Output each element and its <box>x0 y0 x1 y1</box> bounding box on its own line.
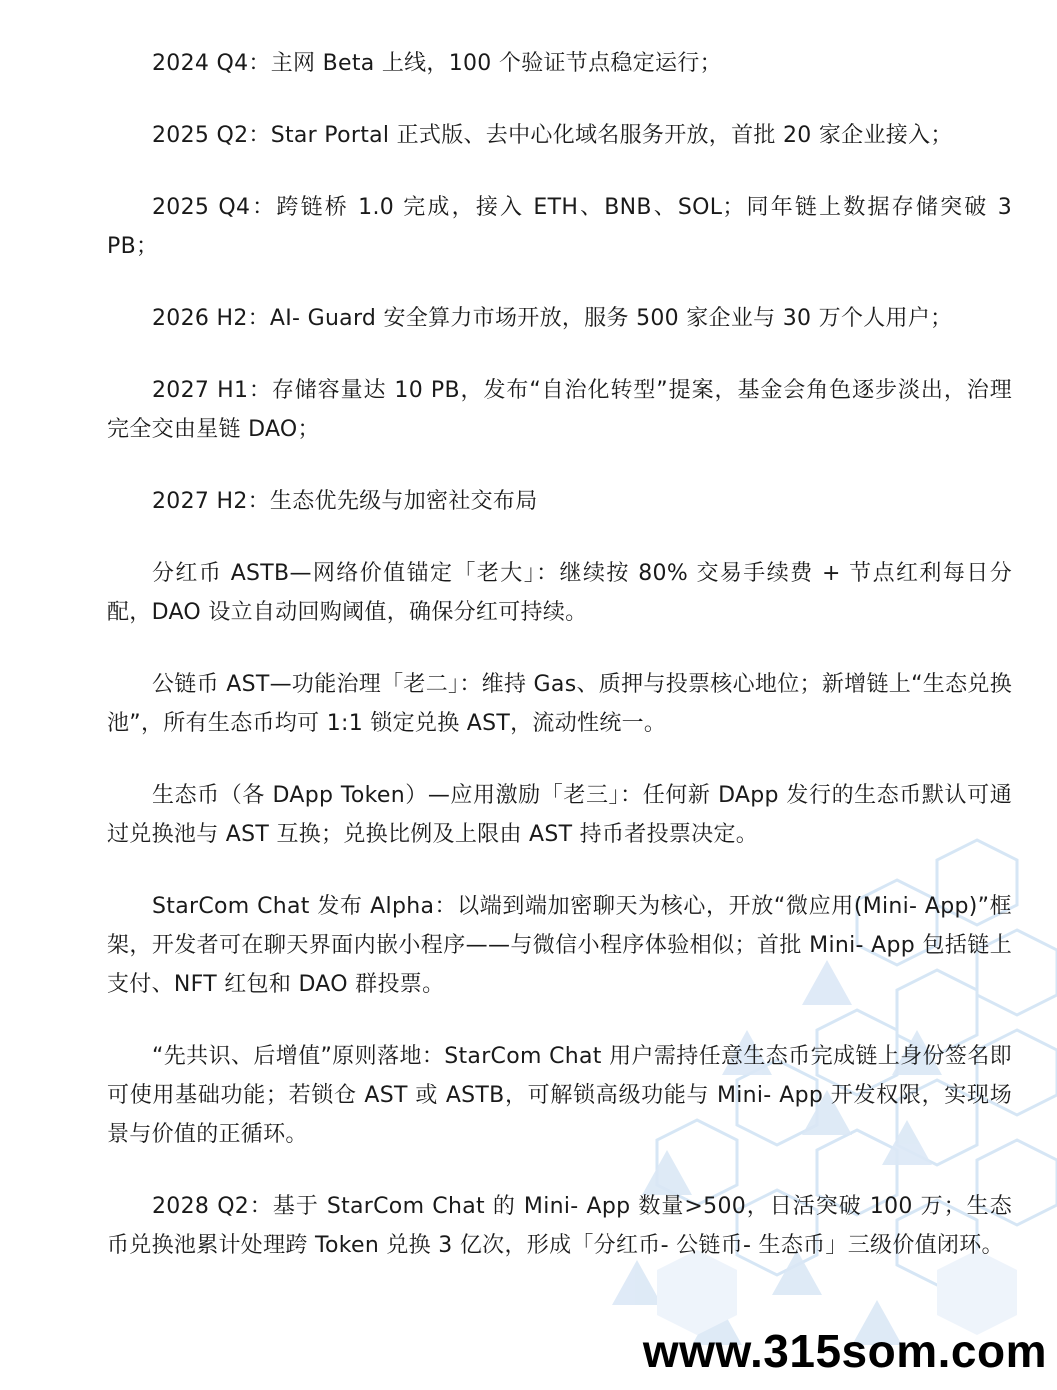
site-watermark: www.315som.com <box>642 1325 1047 1377</box>
paragraph-starcom-chat-alpha: StarCom Chat 发布 Alpha：以端到端加密聊天为核心，开放“微应用(Mini- App)”框架，开发者可在聊天界面内嵌小程序——与微信小程序体验相似；首批 Mini- App 包括链上支付、NFT 红包和 DAO 群投票。 <box>107 894 1012 997</box>
paragraph-2025-q2: 2025 Q2：Star Portal 正式版、去中心化域名服务开放，首批 20 家企业接入； <box>152 123 953 148</box>
document-body <box>107 44 1012 1265</box>
paragraph-2028-q2: 2028 Q2：基于 StarCom Chat 的 Mini- App 数量>500，日活突破 100 万；生态币兑换池累计处理跨 Token 兑换 3 亿次，形成「分红币- 公链币- 生态币」三级价值闭环。 <box>107 1194 1012 1258</box>
paragraph-2024-q4: 2024 Q4：主网 Beta 上线，100 个验证节点稳定运行； <box>152 51 722 76</box>
paragraph-2025-q4: 2025 Q4：跨链桥 1.0 完成，接入 ETH、BNB、SOL；同年链上数据存储突破 3 PB； <box>107 195 1012 259</box>
paragraph-2027-h1: 2027 H1：存储容量达 10 PB，发布“自治化转型”提案，基金会角色逐步淡出，治理完全交由星链 DAO； <box>107 378 1012 442</box>
paragraph-ecosystem-token: 生态币（各 DApp Token）—应用激励「老三」：任何新 DApp 发行的生态币默认可通过兑换池与 AST 互换；兑换比例及上限由 AST 持币者投票决定。 <box>107 783 1012 847</box>
paragraph-consensus-principle: “先共识、后增值”原则落地：StarCom Chat 用户需持任意生态币完成链上身份签名即可使用基础功能；若锁仓 AST 或 ASTB，可解锁高级功能与 Mini- App 开发权限，实现场景与价值的正循环。 <box>107 1044 1012 1147</box>
paragraph-dividend-token: 分红币 ASTB—网络价值锚定「老大」：继续按 80% 交易手续费 + 节点红利每日分配，DAO 设立自动回购阈值，确保分红可持续。 <box>107 561 1012 625</box>
paragraph-2026-h2: 2026 H2：AI- Guard 安全算力市场开放，服务 500 家企业与 30 万个人用户； <box>152 306 953 331</box>
paragraph-2027-h2: 2027 H2：生态优先级与加密社交布局 <box>152 489 538 514</box>
paragraph-public-chain-token: 公链币 AST—功能治理「老二」：维持 Gas、质押与投票核心地位；新增链上“生态兑换池”，所有生态币均可 1:1 锁定兑换 AST，流动性统一。 <box>107 672 1012 736</box>
